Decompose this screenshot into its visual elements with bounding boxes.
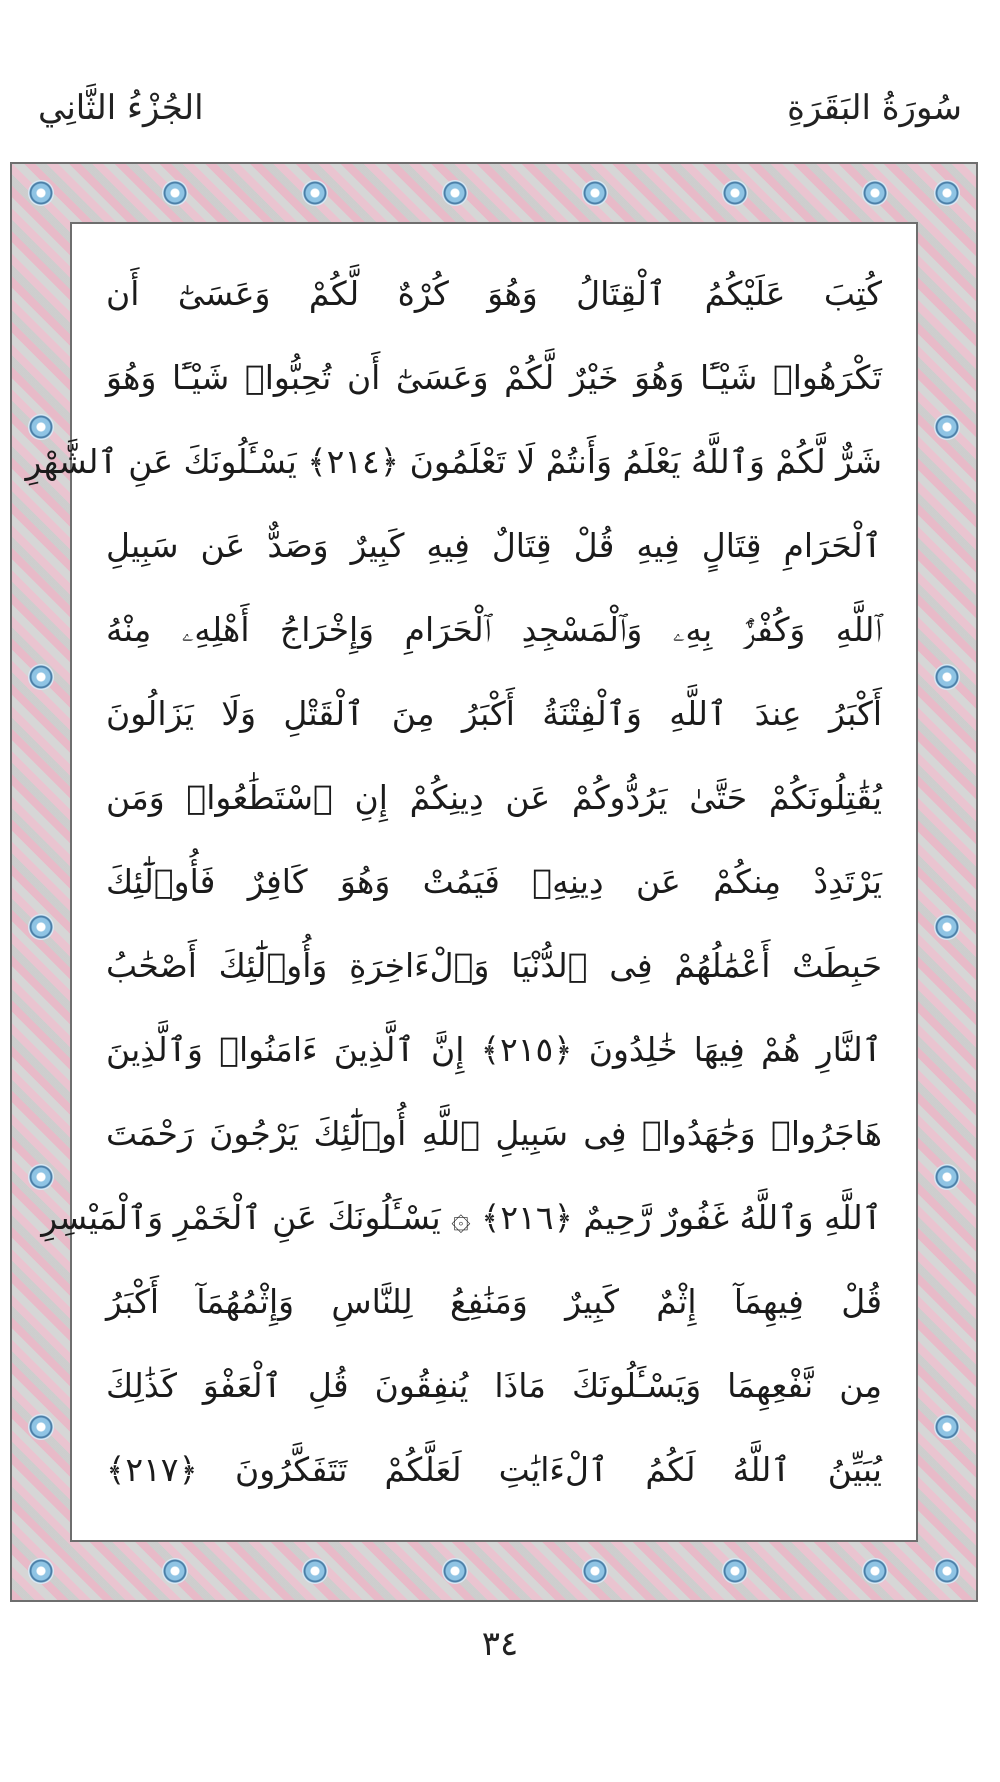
rosette-icon [934,914,960,940]
text-line: أَكْبَرُ عِندَ ٱللَّهِ وَٱلْفِتْنَةُ أَكْبَرُ مِنَ ٱلْقَتْلِ وَلَا يَزَالُونَ [106,694,882,733]
text-line: يَرْتَدِدْ مِنكُمْ عَن دِينِهِۦ فَيَمُتْ وَهُوَ كَافِرٌ فَأُو۟لَٰٓئِكَ [106,862,882,901]
text-line: ٱللَّهِ وَٱللَّهُ غَفُورٌ رَّحِيمٌ ﴿٢١٦﴾ ۞ يَسْـَٔلُونَكَ عَنِ ٱلْخَمْرِ وَٱلْمَيْسِرِ [41,1198,882,1237]
rosette-icon [28,180,54,206]
text-line: ٱلنَّارِ هُمْ فِيهَا خَٰلِدُونَ ﴿٢١٥﴾ إِنَّ ٱلَّذِينَ ءَامَنُوا۟ وَٱلَّذِينَ [106,1030,882,1069]
text-line: يُبَيِّنُ ٱللَّهُ لَكُمُ ٱلْءَايَٰتِ لَعَلَّكُمْ تَتَفَكَّرُونَ ﴿٢١٧﴾ [106,1450,882,1489]
page-number: ٣٤ [481,1624,519,1664]
rosette-icon [862,1558,888,1584]
text-line: يُقَٰتِلُونَكُمْ حَتَّىٰ يَرُدُّوكُمْ عَن دِينِكُمْ إِنِ ٱسْتَطَٰعُوا۟ وَمَن [106,778,882,817]
page-header [20,88,980,148]
rosette-icon [28,1414,54,1440]
rosette-icon [28,1558,54,1584]
rosette-icon [302,1558,328,1584]
rosette-icon [582,1558,608,1584]
rosette-icon [442,180,468,206]
rosette-icon [162,180,188,206]
rosette-icon [582,180,608,206]
rosette-icon [934,1164,960,1190]
rosette-icon [28,914,54,940]
text-line: ٱلْحَرَامِ قِتَالٍ فِيهِ قُلْ قِتَالٌ فِيهِ كَبِيرٌ وَصَدٌّ عَن سَبِيلِ [106,526,882,565]
rosette-icon [28,664,54,690]
text-line: حَبِطَتْ أَعْمَٰلُهُمْ فِى ٱلدُّنْيَا وَٱلْءَاخِرَةِ وَأُو۟لَٰٓئِكَ أَصْحَٰبُ [106,946,882,985]
text-line: تَكْرَهُوا۟ شَيْـًٔا وَهُوَ خَيْرٌ لَّكُمْ وَعَسَىٰٓ أَن تُحِبُّوا۟ شَيْـًٔا وَهُوَ [106,358,882,397]
surah-name: سُورَةُ البَقَرَةِ [787,88,962,128]
rosette-icon [442,1558,468,1584]
rosette-icon [722,1558,748,1584]
rosette-icon [302,180,328,206]
rosette-icon [934,1414,960,1440]
text-line: شَرٌّ لَّكُمْ وَٱللَّهُ يَعْلَمُ وَأَنتُمْ لَا تَعْلَمُونَ ﴿٢١٤﴾ يَسْـَٔلُونَكَ عَنِ ٱلشَّهْرِ [25,442,882,481]
text-line: ٱللَّهِ وَكُفْرٌۢ بِهِۦ وَٱلْمَسْجِدِ ٱلْحَرَامِ وَإِخْرَاجُ أَهْلِهِۦ مِنْهُ [106,610,882,649]
rosette-icon [722,180,748,206]
text-line: كُتِبَ عَلَيْكُمُ ٱلْقِتَالُ وَهُوَ كُرْهٌ لَّكُمْ وَعَسَىٰٓ أَن [106,274,882,313]
ornamental-border [10,162,978,1602]
rosette-icon [934,664,960,690]
rosette-icon [934,1558,960,1584]
text-line: قُلْ فِيهِمَآ إِثْمٌ كَبِيرٌ وَمَنَٰفِعُ لِلنَّاسِ وَإِثْمُهُمَآ أَكْبَرُ [106,1282,882,1321]
rosette-icon [162,1558,188,1584]
rosette-icon [934,180,960,206]
text-area [25,222,918,1542]
text-line: هَاجَرُوا۟ وَجَٰهَدُوا۟ فِى سَبِيلِ ٱللَّهِ أُو۟لَٰٓئِكَ يَرْجُونَ رَحْمَتَ [106,1114,882,1153]
rosette-icon [862,180,888,206]
text-line: مِن نَّفْعِهِمَا وَيَسْـَٔلُونَكَ مَاذَا يُنفِقُونَ قُلِ ٱلْعَفْوَ كَذَٰلِكَ [106,1366,882,1405]
quran-text [25,224,916,1540]
juz-name: الجُزْءُ الثَّانِي [38,88,204,128]
rosette-icon [934,414,960,440]
